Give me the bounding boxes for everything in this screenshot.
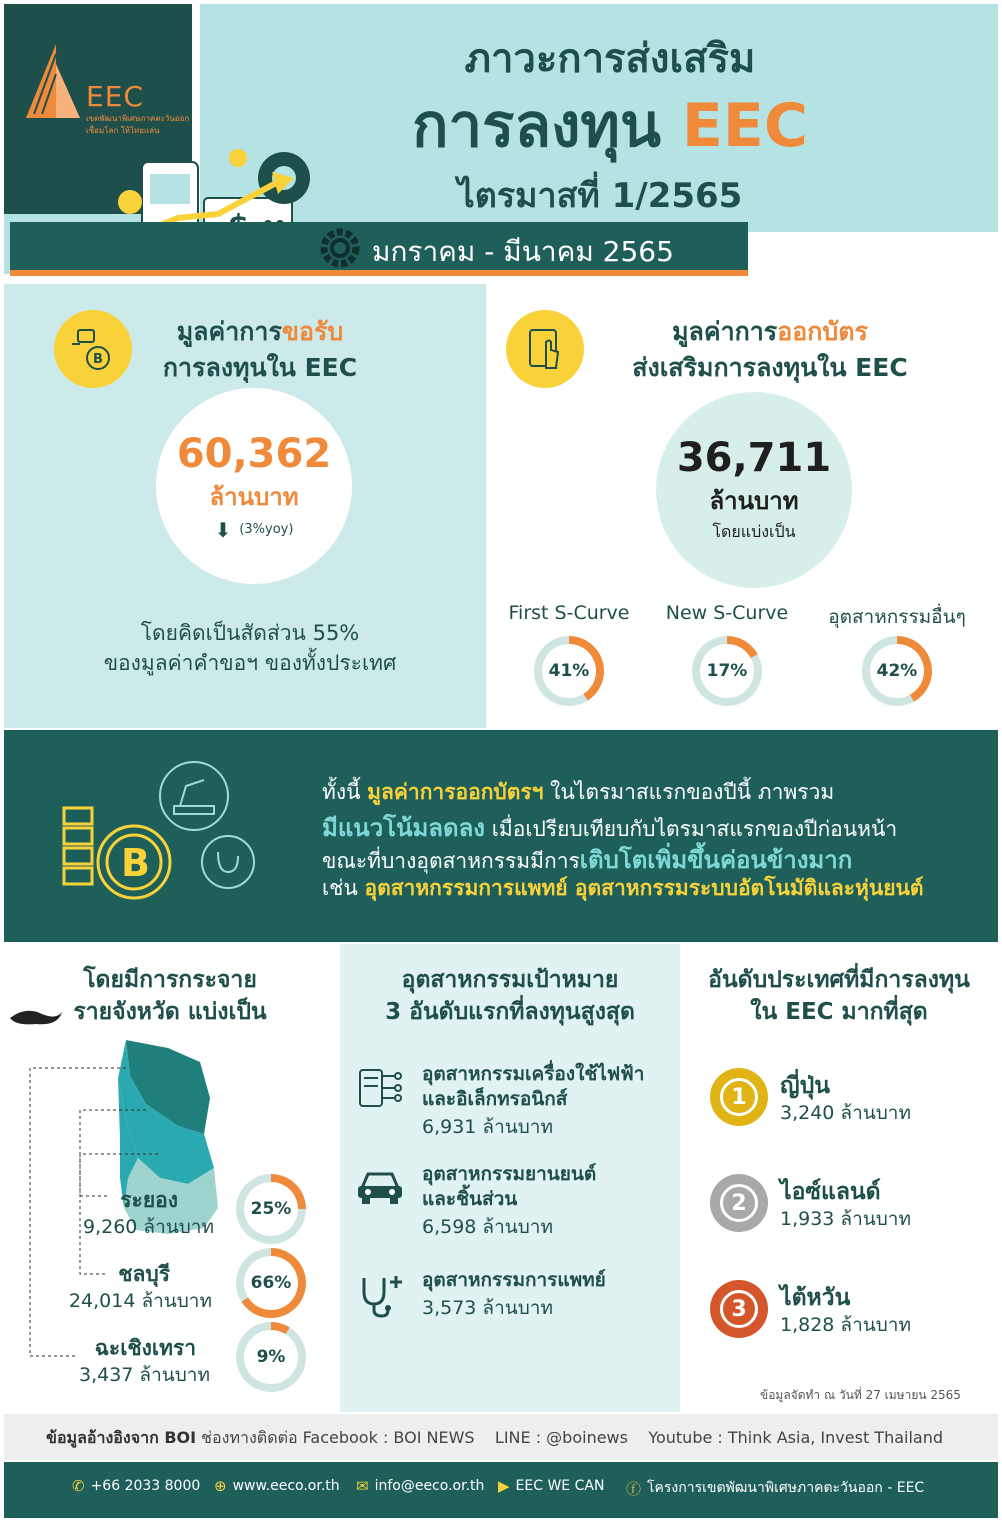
summary-line-3: ขณะที่บางอุตสาหกรรมมีการเติบโตเพิ่มขึ้นค่อนข้างมาก: [322, 846, 853, 874]
countries-title: [686, 964, 992, 1028]
rank-1: 1: [720, 1078, 758, 1116]
province-ring-rayong: [236, 1174, 306, 1244]
country-value-japan: 3,240 ล้านบาท: [780, 1102, 911, 1124]
segment-ring-new-s-curve: [692, 636, 762, 706]
silver-medal-icon: [710, 1174, 768, 1232]
industry-value-electronics: 6,931 ล้านบาท: [422, 1116, 553, 1138]
country-name-japan: ญี่ปุ่น: [780, 1073, 830, 1099]
applications-share: [40, 618, 460, 678]
contact-email[interactable]: [356, 1477, 484, 1495]
electronics-icon: [356, 1064, 404, 1112]
mail-icon: ✉: [356, 1477, 369, 1495]
svg-text:B: B: [93, 352, 103, 367]
facebook-icon: ⓕ: [626, 1479, 642, 1498]
eec-logo-icon: [26, 44, 80, 118]
segment-label-first-s-curve: First S-Curve: [508, 602, 630, 624]
province-value-chachoengsao: 3,437 ล้านบาท: [79, 1364, 210, 1386]
certificates-title: [590, 314, 950, 386]
certificates-unit: ล้านบาท: [709, 487, 799, 515]
gear-icon: [318, 226, 362, 270]
industry-name-automotive-1: อุตสาหกรรมยานยนต์: [422, 1163, 597, 1185]
logo-text: EEC: [86, 80, 144, 113]
segment-pct-first-s-curve: 41%: [542, 644, 596, 698]
contact-phone[interactable]: [72, 1477, 200, 1495]
industries-title-line-2: 3 อันดับแรกที่ลงทุนสูงสุด: [385, 999, 635, 1025]
province-name-chachoengsao: ฉะเชิงเทรา: [94, 1336, 196, 1360]
summary-line-2: มีแนวโน้มลดลง เมื่อเปรียบเทียบกับไตรมาสแรกของปีก่อนหน้า: [322, 814, 898, 842]
applications-share-line-1: โดยคิดเป็นสัดส่วน 55%: [140, 621, 360, 645]
industry-name-automotive-2: และชิ้นส่วน: [422, 1188, 518, 1210]
industry-name-electronics-2: และอิเล็กทรอนิกส์: [422, 1088, 568, 1110]
globe-icon: ⊕: [214, 1477, 227, 1495]
provinces-title-line-1: โดยมีการกระจาย: [83, 967, 257, 993]
reference-text: [46, 1426, 943, 1451]
segment-pct-other: 42%: [870, 644, 924, 698]
page-title-investment: การลงทุน: [412, 91, 682, 161]
province-pct-chachoengsao: 9%: [244, 1330, 298, 1384]
rank-3: 3: [720, 1290, 758, 1328]
province-value-chonburi: 24,014 ล้านบาท: [68, 1290, 212, 1312]
province-value-rayong: 9,260 ล้านบาท: [83, 1216, 214, 1238]
province-pct-rayong: 25%: [244, 1182, 298, 1236]
phone-icon: ✆: [72, 1477, 85, 1495]
applications-value: 60,362: [176, 430, 332, 477]
date-range: มกราคม - มีนาคม 2565: [372, 235, 674, 268]
countries-title-line-2: ใน EEC มากที่สุด: [750, 999, 928, 1025]
money-bag-hand-icon: [54, 310, 132, 388]
robot-coin-medical-icons: [60, 756, 260, 906]
car-icon: [356, 1166, 404, 1206]
summary-line-4: เช่น อุตสาหกรรมการแพทย์ อุตสาหกรรมระบบอัตโนมัติและหุ่นยนต์: [322, 876, 924, 900]
province-ring-chachoengsao: [236, 1322, 306, 1392]
country-name-taiwan: ไต้หวัน: [780, 1285, 851, 1311]
certificates-title-line-1: มูลค่าการออกบัตร: [672, 317, 868, 346]
segment-ring-other: [862, 636, 932, 706]
industry-item-medical: [422, 1268, 672, 1323]
page-title-quarter: ไตรมาสที่ 1/2565: [457, 176, 743, 216]
page-title-eec: EEC: [681, 91, 808, 161]
province-pct-chonburi: 66%: [244, 1256, 298, 1310]
summary-line-1: ทั้งนี้ มูลค่าการออกบัตรฯ ในไตรมาสแรกของปีนี้ ภาพรวม: [322, 780, 835, 804]
industries-title: [350, 964, 670, 1028]
segment-label-other: อุตสาหกรรมอื่นๆ: [828, 606, 966, 628]
industry-value-automotive: 6,598 ล้านบาท: [422, 1216, 553, 1238]
redaction-scribble: [6, 1000, 66, 1030]
reference-source: ข้อมูลอ้างอิงจาก BOI: [46, 1428, 197, 1447]
contact-website-text: www.eeco.or.th: [232, 1478, 340, 1494]
country-value-iceland: 1,933 ล้านบาท: [780, 1208, 911, 1230]
logo-subtitle-2: เชื่อมโลก ให้ไทยแล่น: [86, 126, 160, 135]
country-value-taiwan: 1,828 ล้านบาท: [780, 1314, 911, 1336]
applications-change: (3%yoy): [239, 522, 294, 537]
rank-2: 2: [720, 1184, 758, 1222]
certificates-title-line-2: ส่งเสริมการลงทุนใน EEC: [632, 353, 908, 382]
industry-name-medical: อุตสาหกรรมการแพทย์: [422, 1269, 606, 1291]
applications-title-line-1: มูลค่าการขอรับ: [176, 317, 344, 346]
bronze-medal-icon: [710, 1280, 768, 1338]
province-name-rayong: ระยอง: [120, 1188, 178, 1212]
applications-title-line-2: การลงทุนใน EEC: [162, 353, 358, 382]
countries-title-line-1: อันดับประเทศที่มีการลงทุน: [708, 967, 970, 993]
industry-value-medical: 3,573 ล้านบาท: [422, 1297, 553, 1319]
applications-value-circle: [156, 388, 352, 584]
reference-channels: ช่องทางติดต่อ Facebook : BOI NEWS LINE : @boinews Youtube : Think Asia, Invest Thailand: [196, 1428, 944, 1447]
industries-title-line-1: อุตสาหกรรมเป้าหมาย: [401, 967, 619, 993]
industry-name-electronics-1: อุตสาหกรรมเครื่องใช้ไฟฟ้า: [422, 1063, 645, 1085]
applications-share-line-2: ของมูลค่าคำขอฯ ของทั้งประเทศ: [103, 651, 397, 675]
provinces-title-line-2: รายจังหวัด แบ่งเป็น: [73, 999, 267, 1025]
segment-pct-new-s-curve: 17%: [700, 644, 754, 698]
contact-facebook-text: โครงการเขตพัฒนาพิเศษภาคตะวันออก - EEC: [647, 1480, 925, 1496]
contact-youtube[interactable]: [498, 1477, 604, 1495]
applications-unit: ล้านบาท: [209, 482, 299, 511]
certificates-value: 36,711: [676, 435, 832, 481]
data-date-note: ข้อมูลจัดทำ ณ วันที่ 27 เมษายน 2565: [760, 1388, 961, 1402]
youtube-icon: ▶: [498, 1477, 510, 1495]
contact-youtube-text: EEC WE CAN: [515, 1478, 605, 1494]
province-ring-chonburi: [236, 1248, 306, 1318]
tablet-touch-icon: [506, 310, 584, 388]
page-title-line-2: [360, 78, 860, 173]
segment-ring-first-s-curve: [534, 636, 604, 706]
province-name-chonburi: ชลบุรี: [118, 1262, 170, 1286]
page-title-line-1: ภาวะการส่งเสริม: [464, 36, 756, 82]
gold-medal-icon: [710, 1068, 768, 1126]
industry-item-electronics: [422, 1062, 672, 1142]
applications-title: [140, 314, 380, 386]
certificates-value-circle: [656, 392, 852, 588]
arrow-down-icon: ⬇: [214, 517, 232, 542]
stethoscope-icon: [356, 1272, 404, 1320]
contact-website[interactable]: [214, 1477, 340, 1495]
industry-item-automotive: [422, 1162, 672, 1242]
certificates-sub: โดยแบ่งเป็น: [712, 522, 796, 541]
contact-facebook[interactable]: [626, 1477, 924, 1499]
segment-label-new-s-curve: New S-Curve: [665, 602, 789, 624]
svg-text:B: B: [121, 841, 150, 885]
contact-phone-text: +66 2033 8000: [90, 1478, 201, 1494]
logo-subtitle-1: เขตพัฒนาพิเศษภาคตะวันออก: [86, 114, 190, 123]
country-name-iceland: ไอซ์แลนด์: [780, 1179, 881, 1205]
contact-email-text: info@eeco.or.th: [374, 1478, 485, 1494]
